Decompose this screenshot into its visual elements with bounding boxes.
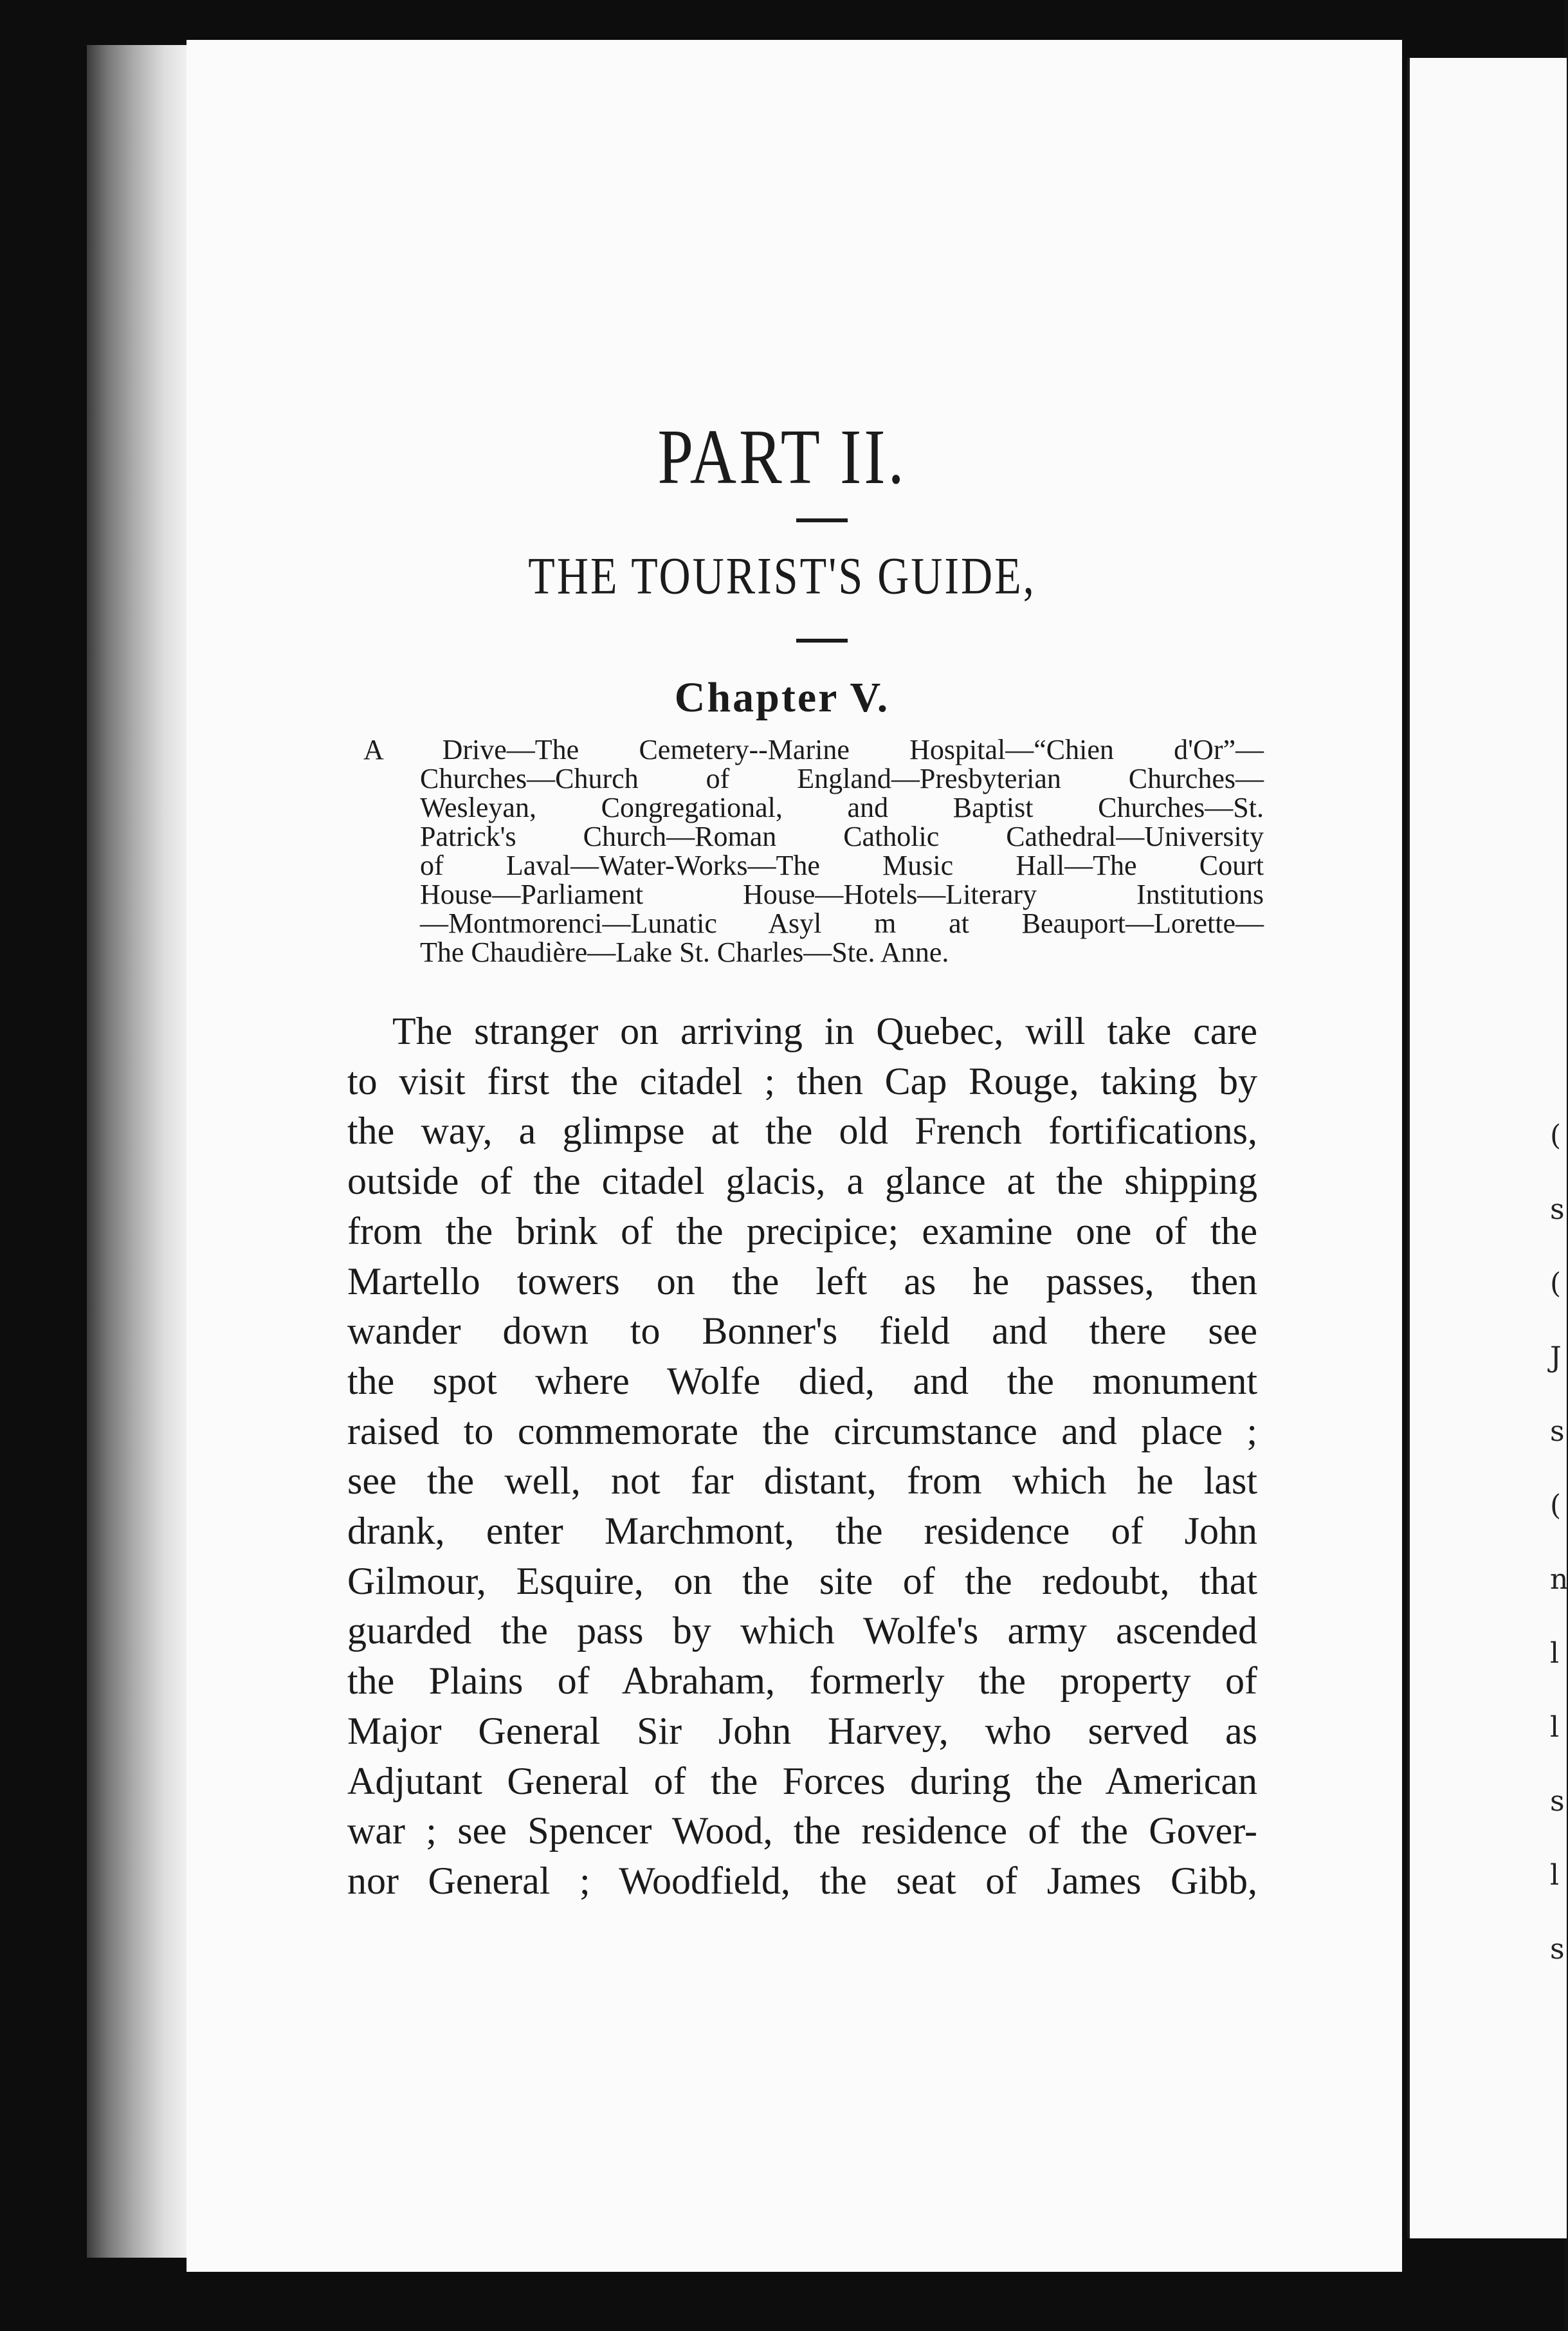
edge-letter: (: [1550, 1119, 1562, 1152]
body-line: The stranger on arriving in Quebec, will take care: [392, 1010, 1257, 1052]
edge-letter: s: [1550, 1415, 1565, 1448]
edge-letter: (: [1550, 1267, 1562, 1300]
body-line: nor General ; Woodfield, the seat of James Gibb,: [347, 1859, 1257, 1902]
chapter-synopsis: [363, 735, 1264, 967]
page-spine-shadow: [87, 45, 190, 2258]
body-line: drank, enter Marchmont, the residence of John: [347, 1510, 1257, 1553]
synopsis-line: of Laval—Water-Works—The Music Hall—The Court: [420, 850, 1264, 881]
body-line: Martello towers on the left as he passes, then: [347, 1259, 1257, 1303]
edge-letter: l: [1550, 1637, 1560, 1670]
synopsis-line: Churches—Church of England—Presbyterian Churches—: [420, 763, 1264, 794]
edge-letter: l: [1550, 1859, 1560, 1892]
body-line: the spot where Wolfe died, and the monument: [347, 1359, 1257, 1402]
synopsis-line: A Drive—The Cemetery--Marine Hospital—“Chien d'Or”—: [363, 734, 1264, 765]
title-rule-bottom: [796, 639, 848, 643]
body-line: wander down to Bonner's field and there see: [347, 1310, 1257, 1353]
body-line: to visit first the citadel ; then Cap Rouge, taking by: [347, 1059, 1257, 1102]
synopsis-line: Patrick's Church—Roman Catholic Cathedral—University: [420, 821, 1264, 852]
edge-letter: n: [1550, 1563, 1568, 1596]
title-rule-top: [796, 518, 848, 522]
part-title: PART II.: [657, 413, 907, 500]
body-line: guarded the pass by which Wolfe's army ascended: [347, 1609, 1257, 1652]
edge-letter: s: [1550, 1933, 1565, 1966]
body-line: outside of the citadel glacis, a glance at the shipping: [347, 1160, 1257, 1203]
edge-letter: J: [1550, 1341, 1562, 1374]
edge-letter: s: [1550, 1785, 1565, 1818]
body-line: Gilmour, Esquire, on the site of the redoubt, that: [347, 1559, 1257, 1602]
body-line: raised to commemorate the circumstance and place ;: [347, 1409, 1257, 1452]
edge-letter: l: [1550, 1711, 1560, 1744]
synopsis-line: Wesleyan, Congregational, and Baptist Churches—St.: [420, 792, 1264, 823]
adjacent-page-edge: [1407, 58, 1567, 2238]
body-line: from the brink of the precipice; examine one of the: [347, 1209, 1257, 1252]
edge-letter: (: [1550, 1489, 1562, 1522]
edge-letter: s: [1550, 1193, 1565, 1226]
synopsis-line: House—Parliament House—Hotels—Literary Institutions: [420, 879, 1264, 910]
body-line: war ; see Spencer Wood, the residence of the Gover-: [347, 1809, 1257, 1852]
synopsis-line: —Montmorenci—Lunatic Asyl m at Beauport—Lorette—: [420, 908, 1264, 939]
synopsis-line: The Chaudière—Lake St. Charles—Ste. Anne.: [420, 937, 949, 968]
body-line: Adjutant General of the Forces during the American: [347, 1759, 1257, 1802]
guide-title: THE TOURIST'S GUIDE,: [528, 546, 1036, 605]
body-line: the Plains of Abraham, formerly the property of: [347, 1659, 1257, 1703]
body-line: the way, a glimpse at the old French fortifications,: [347, 1110, 1257, 1153]
chapter-heading: Chapter V.: [674, 674, 890, 721]
body-paragraph: [347, 1007, 1257, 1906]
body-line: see the well, not far distant, from which he last: [347, 1459, 1257, 1503]
body-line: Major General Sir John Harvey, who served as: [347, 1709, 1257, 1752]
